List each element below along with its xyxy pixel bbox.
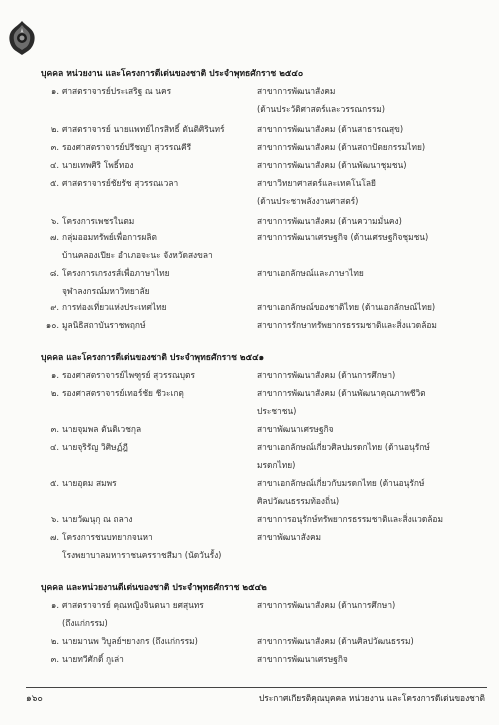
- awardee-name: นายวัฒนุกุ ณ ถลาง: [62, 514, 133, 524]
- item-number: ๓.: [50, 654, 59, 664]
- award-field: ประชาชน): [257, 406, 297, 416]
- award-field: สาขาการรักษาทรัพยากรธรรมชาติและสิ่งแวดล้อม: [257, 320, 437, 330]
- award-field: สาขาการพัฒนาสังคม (ด้านการศึกษา): [257, 600, 396, 610]
- awardee-name-continued: โรงพยาบาลมหาราชนครราชสีมา (นัดวันรั้ง): [62, 550, 222, 560]
- awardee-name: ศาสตราจารย์ คุณหญิงจินตนา ยศสุนทร: [62, 600, 204, 610]
- awardee-name: กลุ่มออมทรัพย์เพื่อการผลิต: [62, 232, 157, 242]
- page-number: ๑๖๐: [26, 694, 43, 704]
- awardee-name: ศาสตราจารย์ชัยรัช สุวรรณเวลา: [62, 178, 179, 188]
- item-number: ๖.: [51, 514, 59, 524]
- awardee-name: นายเทพศิริ โพธิ์ทอง: [62, 160, 134, 170]
- award-field: สาขาเอกลักษณ์เกี่ยวศิลปมรดกไทย (ด้านอนุรักษ์: [257, 442, 430, 452]
- awardee-name: นายมานพ วิบูลย์ฯยางกร (ถึงแก่กรรม): [62, 636, 198, 646]
- awardee-name: ศาสตราจารย์ นายแพทย์ไกรสิทธิ์ ตันติศิรินทร์: [62, 124, 225, 134]
- item-number: ๕.: [49, 178, 59, 188]
- award-field: สาขาการพัฒนาสังคม (ด้านสถาปัตยกรรมไทย): [257, 142, 426, 152]
- award-field: สาขาการพัฒนาเศรษฐกิจ: [257, 654, 348, 664]
- awardee-name: ศาสตราจารย์ประเสริฐ ณ นคร: [62, 86, 172, 96]
- award-field: สาขาการพัฒนาเศรษฐกิจ (ด้านเศรษฐกิจชุมชน): [257, 232, 429, 242]
- awardee-name: รองศาสตราจารย์เทอร์ชัย ชีวะเกตุ: [62, 388, 184, 398]
- award-field: (ด้านประวัติศาสตร์และวรรณกรรม): [257, 104, 386, 114]
- item-number: ๗.: [50, 232, 59, 242]
- item-number: ๙.: [50, 302, 59, 312]
- section-title: บุคคล และหน่วยงานดีเด่นของชาติ ประจำพุทธศักราช ๒๕๔๒: [41, 583, 267, 593]
- item-number: ๔.: [49, 442, 59, 452]
- awardee-name: นายจุมพล ตันติเวชกุล: [62, 424, 142, 434]
- item-number: ๕.: [49, 478, 59, 488]
- award-field: สาขาเอกลักษณ์และภาษาไทย: [257, 268, 364, 278]
- award-field: สาขาการพัฒนาสังคม (ด้านความมั่นคง): [257, 216, 402, 226]
- awardee-name: รองศาสตราจารย์ปรีชญา สุวรรณคีรี: [62, 142, 192, 152]
- section-title: บุคคล หน่วยงาน และโครงการดีเด่นของชาติ ประจำพุทธศักราช ๒๕๔๐: [41, 69, 304, 79]
- award-field: สาขาการพัฒนาสังคม (ด้านศิลปวัฒนธรรม): [257, 636, 414, 646]
- awardee-name: โครงการเพชรในตม: [62, 216, 135, 226]
- awardee-name: รองศาสตราจารย์ไพฑูรย์ สุวรรณบุตร: [62, 370, 195, 380]
- item-number: ๗.: [50, 532, 59, 542]
- footer-title: ประกาศเกียรติคุณบุคคล หน่วยงาน และโครงการดีเด่นของชาติ: [258, 693, 485, 703]
- footer-rule: [26, 687, 487, 688]
- award-field: สาขาวิทยาศาสตร์และเทคโนโลยี: [257, 178, 376, 188]
- item-number: ๑.: [51, 600, 59, 610]
- award-field: สาขาพัฒนาสังคม: [257, 532, 322, 542]
- award-field: สาขาพัฒนาเศรษฐกิจ: [257, 424, 334, 434]
- item-number: ๒.: [50, 124, 59, 134]
- item-number: ๖.: [51, 216, 59, 226]
- award-field: สาขาการพัฒนาสังคม (ด้านการศึกษา): [257, 370, 396, 380]
- emblem-logo: [6, 20, 38, 56]
- item-number: ๓.: [50, 424, 59, 434]
- award-field: มรดกไทย): [257, 460, 296, 470]
- awardee-name: นายจุริรัญ วิศิษฏ์ฎี: [62, 442, 128, 452]
- awardee-name: นายอุดม สมพร: [62, 478, 117, 488]
- item-number: ๑.: [51, 86, 59, 96]
- item-number: ๒.: [50, 636, 59, 646]
- item-number: ๓.: [50, 142, 59, 152]
- awardee-name: โครงการชนบทยากจนหา: [62, 532, 153, 542]
- award-field: สาขาการพัฒนาสังคม: [257, 86, 336, 96]
- item-number: ๑๐.: [45, 320, 59, 330]
- awardee-name-continued: บ้านคลองเปียะ อำเภอจะนะ จังหวัดสงขลา: [62, 250, 213, 260]
- awardee-name-continued: (ถึงแก่กรรม): [62, 618, 108, 628]
- award-field: สาขาเอกลักษณ์เกี่ยวกับมรดกไทย (ด้านอนุรักษ์: [257, 478, 425, 488]
- awardee-name: มูลนิธิสถาบันราชพฤกษ์: [62, 320, 146, 330]
- awardee-name: นายทวีศักดิ์ กูเล่า: [62, 654, 124, 664]
- award-field: ศิลปวัฒนธรรมท้องถิ่น): [257, 496, 340, 506]
- item-number: ๑.: [51, 370, 59, 380]
- award-field: สาขาการพัฒนาสังคม (ด้านสาธารณสุข): [257, 124, 404, 134]
- award-field: สาขาเอกลักษณ์ของชาติไทย (ด้านเอกลักษณ์ไทย): [257, 302, 436, 312]
- item-number: ๔.: [49, 160, 59, 170]
- award-field: สาขาการพัฒนาสังคม (ด้านพัฒนาชุมชน): [257, 160, 407, 170]
- award-field: สาขาการอนุรักษ์ทรัพยากรธรรมชาติและสิ่งแวดล้อม: [257, 514, 443, 524]
- award-field: (ด้านประชาพลังงานศาสตร์): [257, 196, 359, 206]
- section-title: บุคคล และโครงการดีเด่นของชาติ ประจำพุทธศักราช ๒๕๔๑: [41, 353, 265, 363]
- item-number: ๘.: [49, 268, 59, 278]
- item-number: ๒.: [50, 388, 59, 398]
- awardee-name: การท่องเที่ยวแห่งประเทศไทย: [62, 302, 167, 312]
- award-field: สาขาการพัฒนาสังคม (ด้านพัฒนาคุณภาพชีวิต: [257, 388, 426, 398]
- awardee-name: โครงการเกรงรส์เพื่อภาษาไทย: [62, 268, 170, 278]
- awardee-name-continued: จุฬาลงกรณ์มหาวิทยาลัย: [62, 286, 150, 296]
